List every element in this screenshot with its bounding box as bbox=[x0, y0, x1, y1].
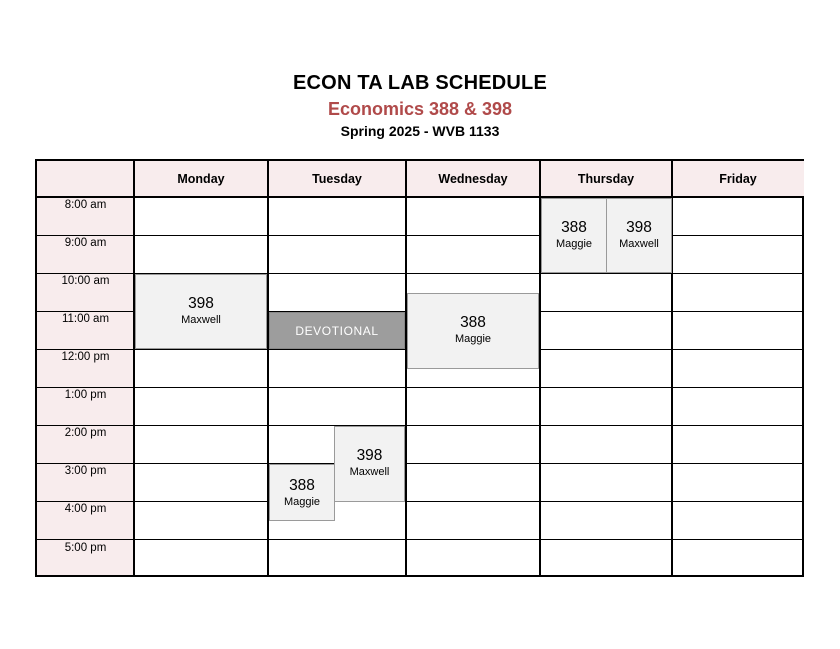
row-divider bbox=[37, 539, 804, 540]
session-ta: Maxwell bbox=[181, 314, 221, 326]
page-title: ECON TA LAB SCHEDULE bbox=[293, 72, 547, 94]
session-course: 398 bbox=[626, 219, 652, 236]
session-ta: Maxwell bbox=[619, 238, 659, 250]
session-course: 388 bbox=[289, 477, 315, 494]
session-ta: Maggie bbox=[555, 238, 593, 250]
column-divider bbox=[133, 161, 135, 575]
time-label: 12:00 pm bbox=[61, 351, 110, 363]
time-label: 4:00 pm bbox=[64, 503, 107, 515]
time-label: 11:00 am bbox=[61, 313, 110, 325]
session-block bbox=[269, 464, 335, 521]
session-block bbox=[334, 426, 405, 502]
time-label: 9:00 am bbox=[64, 237, 107, 249]
page-subtitle: Economics 388 & 398 bbox=[327, 99, 513, 119]
header-monday: Monday bbox=[134, 161, 268, 197]
session-ta: Maggie bbox=[454, 333, 492, 345]
time-label: 8:00 am bbox=[64, 199, 107, 211]
time-label: 10:00 am bbox=[61, 275, 110, 287]
devotional-block: DEVOTIONAL bbox=[269, 312, 405, 349]
session-course: 398 bbox=[356, 447, 383, 464]
row-divider bbox=[37, 463, 804, 464]
header-friday: Friday bbox=[672, 161, 804, 197]
header-wednesday: Wednesday bbox=[406, 161, 540, 197]
time-label: 3:00 pm bbox=[64, 465, 107, 477]
session-block bbox=[606, 198, 672, 273]
time-label: 1:00 pm bbox=[64, 389, 107, 401]
session-block bbox=[541, 198, 607, 273]
term-location: Spring 2025 - WVB 1133 bbox=[340, 123, 500, 139]
session-ta: Maggie bbox=[283, 496, 321, 508]
session-course: 388 bbox=[561, 219, 587, 236]
session-ta: Maxwell bbox=[349, 466, 390, 478]
header-thursday: Thursday bbox=[540, 161, 672, 197]
header-corner bbox=[37, 161, 134, 197]
row-divider bbox=[37, 387, 804, 388]
row-divider bbox=[37, 425, 804, 426]
schedule-grid bbox=[35, 159, 804, 577]
header-tuesday: Tuesday bbox=[268, 161, 406, 197]
session-course: 388 bbox=[460, 314, 486, 331]
session-block bbox=[407, 293, 539, 369]
row-divider bbox=[37, 235, 804, 236]
row-divider bbox=[37, 501, 804, 502]
row-divider bbox=[37, 196, 804, 198]
time-label: 2:00 pm bbox=[64, 427, 107, 439]
session-course: 398 bbox=[188, 295, 214, 312]
time-column bbox=[37, 197, 134, 575]
session-block bbox=[135, 274, 267, 349]
time-label: 5:00 pm bbox=[64, 542, 107, 554]
